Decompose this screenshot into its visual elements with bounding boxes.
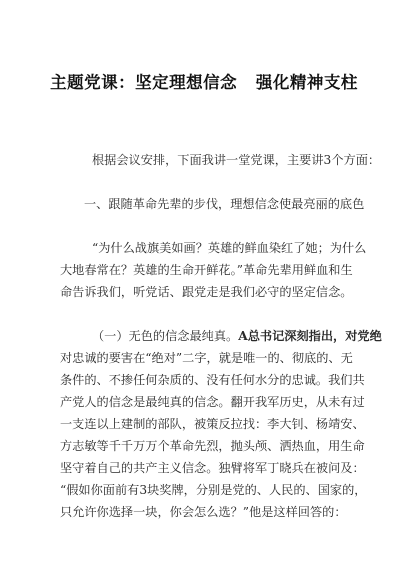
section-heading: 一、跟随革命先辈的步伐，理想信念使最亮丽的底色 — [84, 197, 365, 211]
quote-line: 命告诉我们，听党话、跟党走是我们必守的坚定信念。 — [60, 285, 353, 299]
body-line: 对忠诚的要害在“绝对”二字，就是唯一的、彻底的、无 — [60, 351, 353, 365]
body-line: “假如你面前有3块奖牌，分别是党的、人民的、国家的， — [60, 483, 367, 497]
body-line: 产党人的信念是最纯真的信念。翻开我军历史，从未有过 — [60, 395, 365, 409]
subsection-first-rest: A总书记深刻指出，对党绝 — [238, 329, 382, 343]
document-title: 主题党课：坚定理想信念 强化精神支柱 — [50, 73, 358, 92]
quote-line: 大地春常在？英雄的生命开鲜花。”革命先辈用鲜血和生 — [60, 263, 353, 277]
subsection-first-line — [0, 328, 408, 344]
body-line: 一支连以上建制的部队，被策反拉找：李大钊、杨靖安、 — [60, 417, 365, 431]
body-line: 方志敏等千千万万个革命先烈，抛头颅、洒热血，用生命 — [60, 439, 365, 453]
quote-line: “为什么战旗美如画？英雄的鲜血染红了她；为什么 — [92, 241, 367, 255]
body-line: 坚守着自己的共产主义信念。独臂将军丁晓兵在被问及： — [60, 461, 365, 475]
body-line: 条件的、不掺任何杂质的、没有任何水分的忠诚。我们共 — [60, 373, 365, 387]
body-line: 只允许你选择一块，你会怎么选？”他是这样回答的： — [60, 505, 347, 519]
subsection-heading: （一）无色的信念最纯真。 — [92, 329, 239, 343]
intro-paragraph: 根据会议安排，下面我讲一堂党课，主要讲3个方面： — [92, 153, 381, 167]
